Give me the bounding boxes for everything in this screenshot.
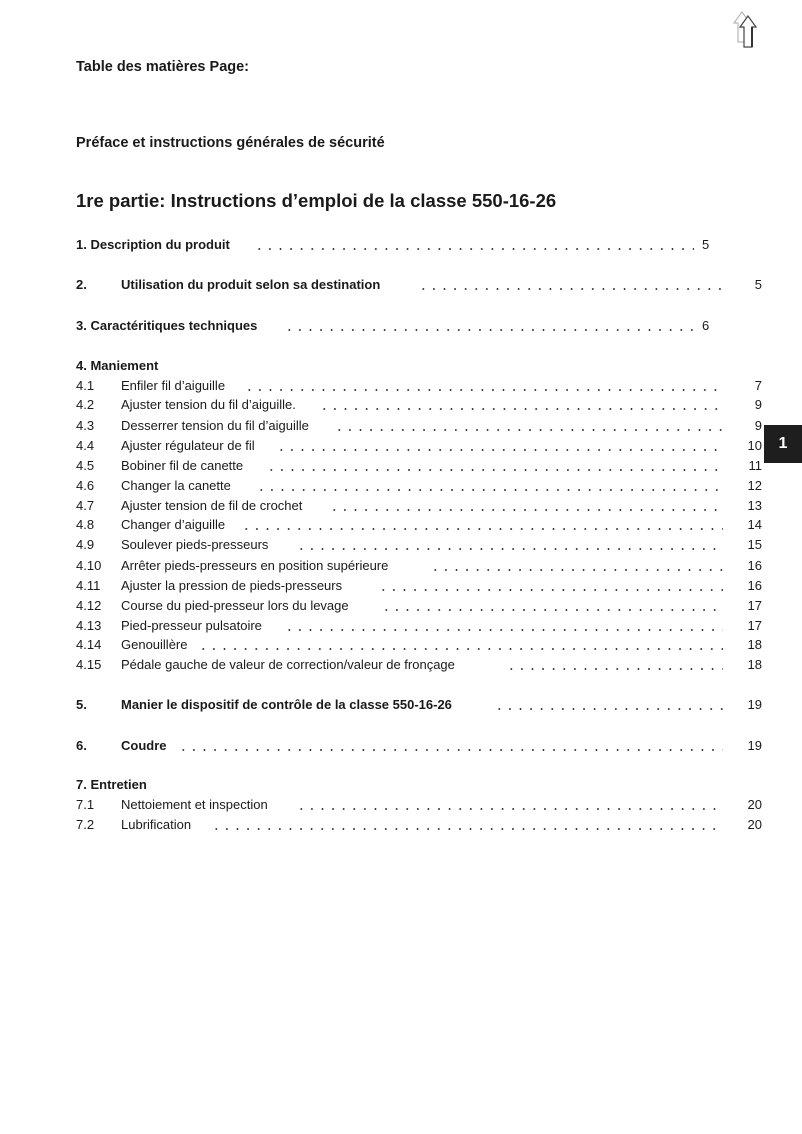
leader-dots — [430, 569, 723, 571]
toc-entry-label: Lubrification — [121, 817, 192, 832]
chapter-tab[interactable] — [764, 425, 802, 463]
toc-entry-page: 12 — [747, 478, 762, 493]
toc-entry-page: 16 — [747, 558, 762, 573]
leader-dots — [296, 548, 723, 550]
toc-entry-number: 4.15 — [76, 657, 102, 672]
up-arrows-icon[interactable] — [733, 10, 763, 50]
toc-entry-4-5[interactable] — [76, 458, 762, 474]
toc-entry-label: Enfiler fil d’aiguille — [121, 378, 226, 393]
toc-entry-number: 2. — [76, 277, 87, 292]
toc-entry-label: Ajuster régulateur de fil — [121, 438, 255, 453]
leader-dots — [334, 429, 723, 431]
preface-heading[interactable]: Préface et instructions générales de sécurité — [76, 135, 385, 151]
chapter-tab-label: 1 — [778, 435, 788, 452]
leader-dots — [276, 449, 723, 451]
toc-entry-page: 17 — [747, 598, 762, 613]
toc-entry-label: Nettoiement et inspection — [121, 797, 268, 812]
toc-entry-number: 7.2 — [76, 817, 95, 832]
leader-dots — [254, 248, 694, 250]
leader-dots — [378, 589, 723, 591]
toc-entry-page: 9 — [754, 397, 762, 412]
toc-entry-label: Pédale gauche de valeur de correction/valeur de fronçage — [121, 657, 455, 672]
toc-entry-number: 4.3 — [76, 418, 95, 433]
toc-entry-number: 4.13 — [76, 618, 102, 633]
toc-entry-label: Changer la canette — [121, 478, 231, 493]
leader-dots — [241, 528, 723, 530]
toc-entry-2[interactable] — [76, 277, 762, 293]
leader-dots — [198, 648, 723, 650]
toc-entry-label: Pied-presseur pulsatoire — [121, 618, 262, 633]
toc-entry-3[interactable] — [76, 318, 716, 334]
toc-entry-5[interactable] — [76, 697, 762, 713]
toc-entry-label: Ajuster la pression de pieds-presseurs — [121, 578, 343, 593]
toc-entry-label: 1. Description du produit — [76, 237, 230, 252]
toc-entry-number: 4.11 — [76, 578, 101, 593]
toc-entry-number: 4.2 — [76, 397, 95, 412]
toc-entry-label: Bobiner fil de canette — [121, 458, 244, 473]
toc-entry-4-9[interactable] — [76, 537, 762, 553]
toc-entry-page: 20 — [747, 817, 762, 832]
toc-entry-page: 11 — [748, 458, 762, 473]
leader-dots — [319, 408, 723, 410]
toc-entry-4-4[interactable] — [76, 438, 762, 454]
toc-entry-page: 9 — [754, 418, 762, 433]
toc-entry-7-1[interactable] — [76, 797, 762, 813]
leader-dots — [284, 629, 723, 631]
toc-entry-4-14[interactable] — [76, 637, 762, 653]
toc-entry-page: 19 — [747, 697, 762, 712]
toc-entry-page: 20 — [747, 797, 762, 812]
toc-entry-page: 16 — [747, 578, 762, 593]
toc-entry-page: 6 — [702, 318, 710, 333]
toc-entry-4-13[interactable] — [76, 618, 762, 634]
toc-entry-4-8[interactable] — [76, 517, 762, 533]
leader-dots — [178, 749, 723, 751]
section-heading-4[interactable]: 4. Maniement — [76, 358, 159, 373]
toc-entry-4-12[interactable] — [76, 598, 762, 614]
toc-entry-number: 4.9 — [76, 537, 95, 552]
toc-entry-number: 4.6 — [76, 478, 95, 493]
toc-entry-page: 15 — [747, 537, 762, 552]
toc-entry-4-1[interactable] — [76, 378, 762, 394]
toc-title: Table des matières Page: — [76, 59, 250, 75]
leader-dots — [211, 828, 723, 830]
toc-entry-label: Desserrer tension du fil d’aiguille — [121, 418, 309, 433]
toc-entry-number: 5. — [76, 697, 87, 712]
toc-entry-label: Ajuster tension de fil de crochet — [121, 498, 303, 513]
leader-dots — [329, 509, 723, 511]
toc-entry-4-7[interactable] — [76, 498, 762, 514]
toc-entry-4-15[interactable] — [76, 657, 762, 673]
leader-dots — [506, 668, 723, 670]
toc-entry-4-10[interactable] — [76, 558, 762, 574]
toc-entry-label: Manier le dispositif de contrôle de la classe 550-16-26 — [121, 697, 452, 712]
section-heading-7[interactable]: 7. Entretien — [76, 777, 147, 792]
toc-entry-number: 4.4 — [76, 438, 95, 453]
toc-entry-page: 17 — [747, 618, 762, 633]
leader-dots — [284, 329, 694, 331]
toc-entry-page: 18 — [747, 637, 762, 652]
leader-dots — [494, 708, 723, 710]
toc-entry-page: 5 — [754, 277, 762, 292]
toc-entry-number: 6. — [76, 738, 87, 753]
part-title: 1re partie: Instructions d’emploi de la classe 550-16-26 — [76, 190, 557, 211]
toc-entry-number: 7.1 — [76, 797, 95, 812]
toc-entry-number: 4.8 — [76, 517, 95, 532]
toc-entry-label: Changer d’aiguille — [121, 517, 226, 532]
toc-entry-number: 4.5 — [76, 458, 95, 473]
toc-entry-page: 5 — [702, 237, 710, 252]
leader-dots — [381, 609, 723, 611]
leader-dots — [244, 389, 723, 391]
toc-entry-label: Genouillère — [121, 637, 188, 652]
toc-entry-6[interactable] — [76, 738, 762, 754]
leader-dots — [256, 489, 723, 491]
toc-entry-number: 4.14 — [76, 637, 102, 652]
toc-entry-label: Ajuster tension du fil d’aiguille. — [121, 397, 296, 412]
toc-entry-label: Soulever pieds-presseurs — [121, 537, 269, 552]
toc-entry-7-2[interactable] — [76, 817, 762, 833]
toc-entry-4-11[interactable] — [76, 578, 762, 594]
toc-entry-1[interactable] — [76, 237, 716, 253]
toc-entry-label: Utilisation du produit selon sa destination — [121, 277, 381, 292]
toc-entry-label: Arrêter pieds-presseurs en position supérieure — [121, 558, 389, 573]
toc-entry-page: 7 — [754, 378, 762, 393]
toc-entry-number: 4.10 — [76, 558, 102, 573]
toc-entry-page: 14 — [747, 517, 762, 532]
toc-entry-4-2[interactable] — [76, 397, 762, 413]
toc-entry-label: Coudre — [121, 738, 167, 753]
toc-entry-page: 13 — [747, 498, 762, 513]
leader-dots — [418, 288, 723, 290]
leader-dots — [296, 808, 723, 810]
toc-entry-number: 4.12 — [76, 598, 102, 613]
toc-entry-label: 3. Caractéritiques techniques — [76, 318, 258, 333]
toc-entry-page: 10 — [747, 438, 762, 453]
toc-entry-label: Course du pied-presseur lors du levage — [121, 598, 349, 613]
leader-dots — [266, 469, 723, 471]
toc-entry-number: 4.7 — [76, 498, 95, 513]
toc-entry-4-3[interactable] — [76, 418, 762, 434]
toc-entry-4-6[interactable] — [76, 478, 762, 494]
toc-entry-number: 4.1 — [76, 378, 95, 393]
toc-entry-page: 18 — [747, 657, 762, 672]
toc-entry-page: 19 — [747, 738, 762, 753]
